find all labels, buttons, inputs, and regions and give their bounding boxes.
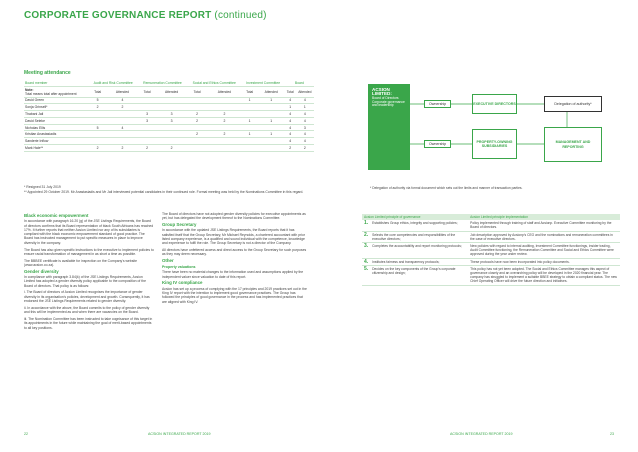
sub-header: Attended bbox=[156, 86, 187, 97]
sub-header: Attended bbox=[296, 86, 314, 97]
attendance-value: 2 bbox=[138, 145, 156, 152]
principle-row bbox=[362, 258, 620, 265]
valuations-paragraph: There have been no material changes to the information used and assumptions applied by the independent valuer since valuation to date of this report. bbox=[162, 270, 304, 279]
principle-number: 3. bbox=[362, 243, 370, 259]
attendance-value bbox=[207, 124, 241, 131]
secretary-heading: Group Secretary bbox=[162, 222, 197, 228]
attendance-value: 4 bbox=[285, 117, 296, 124]
principle-text: Institutes fairness and transparency protocols; bbox=[370, 258, 468, 265]
attendance-value bbox=[187, 104, 207, 111]
ownership-diagram bbox=[362, 82, 622, 177]
attendance-value bbox=[88, 117, 106, 124]
col-remuneration: Remuneration Committee bbox=[138, 80, 187, 86]
attendance-value: 5 bbox=[88, 97, 106, 104]
attendance-note-label: Note: bbox=[25, 87, 34, 92]
attendance-row bbox=[24, 138, 314, 145]
attendance-row bbox=[24, 145, 314, 152]
attendance-value: 5 bbox=[88, 124, 106, 131]
attendance-value bbox=[107, 111, 138, 118]
attendance-value: 1 bbox=[296, 104, 314, 111]
principle-text: Completes the accountability and report monitoring protocols; bbox=[370, 243, 468, 259]
attendance-value bbox=[156, 124, 187, 131]
attendance-value: 2 bbox=[207, 111, 241, 118]
attendance-value: 3 bbox=[156, 111, 187, 118]
attendance-value: 1 bbox=[242, 117, 258, 124]
attendance-value: 4 bbox=[285, 111, 296, 118]
delegation-of-authority-box: Delegation of authority* bbox=[544, 96, 602, 112]
footer-text-right: ACSION INTEGRATED REPORT 2019 bbox=[450, 432, 513, 436]
attendance-value: 4 bbox=[285, 138, 296, 145]
footnote-2: ** Appointed 29 October 2019. Mr Anastasiadis and Mr Jali interviewed potential candidates in their continued role. Formal meeting was held by the Nominations Committee in this regard. bbox=[24, 189, 304, 194]
property-subsidiaries-box: PROPERTY-OWNING SUBSIDIARIES bbox=[472, 129, 517, 159]
attendance-value: 3 bbox=[138, 111, 156, 118]
attendance-value bbox=[107, 131, 138, 138]
footer-text-left: ACSION INTEGRATED REPORT 2019 bbox=[148, 432, 211, 436]
attendance-member-name: Nicholas Ellis bbox=[24, 124, 88, 131]
attendance-member-name: Sonja Grinsell* bbox=[24, 104, 88, 111]
attendance-table bbox=[24, 80, 314, 152]
col-audit: Audit and Risk Committee bbox=[88, 80, 138, 86]
principle-row bbox=[362, 265, 620, 285]
attendance-value: 2 bbox=[107, 104, 138, 111]
attendance-value: 4 bbox=[296, 97, 314, 104]
attendance-value bbox=[187, 124, 207, 131]
attendance-row bbox=[24, 131, 314, 138]
principle-implementation: These protocols have now been incorporated into policy documents. bbox=[468, 258, 620, 265]
ownership-label-1: Ownership bbox=[424, 100, 451, 108]
attendance-value: 2 bbox=[207, 131, 241, 138]
attendance-value bbox=[107, 138, 138, 145]
principle-text: Selects the core competencies and responsibilities of the executive directors; bbox=[370, 231, 468, 242]
mid-paragraph-1: The Board of directors have not adopted gender diversity policies for executive appointments as yet, but has delegated the development thereof to the Nominations Committee. bbox=[162, 212, 306, 221]
attendance-value bbox=[156, 97, 187, 104]
attendance-value: 4 bbox=[107, 97, 138, 104]
page-title-suffix: (continued) bbox=[211, 10, 267, 21]
attendance-value bbox=[138, 138, 156, 145]
principles-table bbox=[362, 214, 620, 286]
attendance-footnotes bbox=[24, 185, 314, 194]
principle-number: 5. bbox=[362, 265, 370, 285]
attendance-value bbox=[207, 145, 241, 152]
page-number-left: 22 bbox=[24, 432, 28, 436]
page-title bbox=[24, 10, 267, 21]
principle-implementation: This policy has not yet been adopted. The Social and Ethics Committee manages this aspect of governance closely and an overarching policy will be developed in the 2020 financial year. The company has struggled to implement a suitable BBEE strategy to obtain a compliant status. The new Chief Operating Officer will drive the future direction and initiatives. bbox=[468, 265, 620, 285]
page-title-main: CORPORATE GOVERNANCE REPORT bbox=[24, 10, 212, 21]
attendance-value: 3 bbox=[156, 117, 187, 124]
attendance-member-name: Sanderie Inflow bbox=[24, 138, 88, 145]
attendance-value bbox=[207, 104, 241, 111]
sub-header: Total bbox=[138, 86, 156, 97]
attendance-value: 4 bbox=[107, 124, 138, 131]
attendance-value: 1 bbox=[285, 104, 296, 111]
executive-directors-box: EXECUTIVE DIRECTORS bbox=[472, 94, 517, 114]
middle-column bbox=[162, 212, 307, 306]
attendance-value: 2 bbox=[187, 131, 207, 138]
attendance-value: 2 bbox=[156, 145, 187, 152]
other-heading: Other bbox=[162, 258, 174, 264]
bee-paragraph-2: The Board has also given specific instructions to the executive to implement policies to ensure racial transformation of management in as short a time as possible. bbox=[24, 247, 154, 256]
principle-text: Establishes Group ethics, integrity and supporting policies; bbox=[370, 220, 468, 231]
principle-row bbox=[362, 220, 620, 231]
attendance-row bbox=[24, 97, 314, 104]
principles-header-2: Acsion Limited principle implementation bbox=[468, 214, 620, 220]
attendance-value bbox=[187, 97, 207, 104]
attendance-value: 1 bbox=[258, 131, 285, 138]
secretary-paragraph-2: All directors have unfettered access and direct access to the Group Secretary for such purposes as they may deem necessary. bbox=[162, 248, 307, 257]
attendance-value bbox=[107, 117, 138, 124]
attendance-value: 2 bbox=[187, 117, 207, 124]
attendance-value: 4 bbox=[285, 131, 296, 138]
ownership-label-2: Ownership bbox=[424, 140, 451, 148]
footnote-1: * Resigned 31 July 2019 bbox=[24, 185, 61, 189]
principle-row bbox=[362, 243, 620, 259]
sub-header: Total bbox=[88, 86, 106, 97]
sub-header: Attended bbox=[107, 86, 138, 97]
attendance-member-name: Thabani Jali bbox=[24, 111, 88, 118]
king-paragraph: Acsion has set up a process of complying with the 17 principles and 2019 practices set out in the King IV report with the intention to implement good governance practices. The Group has followed the principles of good governance in the process and has implemented practices that are aligned with King IV. bbox=[162, 286, 307, 304]
attendance-value bbox=[88, 131, 106, 138]
principle-row bbox=[362, 231, 620, 242]
gender-paragraph: In compliance with paragraph 3.84(k) of the JSE Listings Requirements, Acsion Limited has adopted a gender diversity policy applicable to the composition of the Board of directors. That policy is as follows: bbox=[24, 275, 146, 288]
bee-heading: Black economic empowerment bbox=[24, 213, 89, 218]
principle-implementation: Job description approved by Acsionp's CEO and the nominations and remuneration committees in the case of executive directors. bbox=[468, 231, 620, 242]
col-social: Social and Ethics Committee bbox=[187, 80, 242, 86]
attendance-row bbox=[24, 117, 314, 124]
attendance-value bbox=[258, 145, 285, 152]
principle-implementation: New policies with regard to internal auditing, Investment Committee functionings, insider trading, Audit Committee functioning, the Remuneration Committee and Social and Ethics Committee were approved during the year under review. bbox=[468, 243, 620, 259]
attendance-note bbox=[24, 86, 88, 97]
attendance-value: 3 bbox=[138, 117, 156, 124]
attendance-value: 2 bbox=[107, 145, 138, 152]
gender-heading: Gender diversity bbox=[24, 268, 59, 274]
attendance-value: 1 bbox=[258, 97, 285, 104]
attendance-value bbox=[258, 124, 285, 131]
attendance-value: 4 bbox=[296, 138, 314, 145]
attendance-value bbox=[258, 111, 285, 118]
attendance-member-name: David Green bbox=[24, 97, 88, 104]
principle-number: 1. bbox=[362, 220, 370, 231]
col-board: Board bbox=[285, 80, 314, 86]
attendance-value: 2 bbox=[88, 145, 106, 152]
attendance-member-name: David Seleke bbox=[24, 117, 88, 124]
attendance-value bbox=[242, 104, 258, 111]
attendance-title: Meeting attendance bbox=[24, 70, 71, 76]
attendance-value bbox=[258, 104, 285, 111]
attendance-value bbox=[207, 97, 241, 104]
sub-header: Attended bbox=[258, 86, 285, 97]
sub-header: Total bbox=[242, 86, 258, 97]
principle-text: Decides on the key components of the Group's corporate citizenship and design; bbox=[370, 265, 468, 285]
attendance-value: 4 bbox=[296, 117, 314, 124]
management-reporting-box: MANAGEMENT AND REPORTING bbox=[544, 127, 602, 162]
attendance-value bbox=[156, 138, 187, 145]
attendance-value bbox=[242, 111, 258, 118]
attendance-value bbox=[207, 138, 241, 145]
attendance-value bbox=[156, 104, 187, 111]
attendance-value: 2 bbox=[207, 117, 241, 124]
attendance-value: 2 bbox=[187, 111, 207, 118]
attendance-value bbox=[138, 97, 156, 104]
attendance-value bbox=[187, 138, 207, 145]
bee-paragraph-1: In accordance with paragraph 16.20 (g) of the JSE Listings Requirements, the Board of directors confirms that its Board representation of black South Africans has reached 17%. It further reports that neither Acsion Limited nor any of its subsidiaries is compliant with the black economic empowerment standard of good practice. The Board has instructed management to put specific measures in place to improve diversity in the company. bbox=[24, 219, 154, 245]
valuations-heading: Property valuations bbox=[162, 265, 196, 270]
attendance-value: 4 bbox=[285, 124, 296, 131]
attendance-value: 2 bbox=[285, 145, 296, 152]
sub-header: Total bbox=[187, 86, 207, 97]
acsion-box-subtitle: Board of Directors Corporate governance and leadership bbox=[372, 95, 405, 108]
attendance-value bbox=[242, 124, 258, 131]
attendance-value: 1 bbox=[258, 117, 285, 124]
acsion-box-title: ACSION LIMITED: bbox=[372, 87, 392, 97]
attendance-value bbox=[138, 104, 156, 111]
attendance-value: 3 bbox=[296, 124, 314, 131]
attendance-member-name: Kristian Anastasiadis bbox=[24, 131, 88, 138]
principle-number: 2. bbox=[362, 231, 370, 242]
attendance-value bbox=[156, 131, 187, 138]
page-number-right: 23 bbox=[610, 432, 614, 436]
attendance-row bbox=[24, 104, 314, 111]
attendance-value: 4 bbox=[296, 131, 314, 138]
attendance-value bbox=[138, 124, 156, 131]
attendance-value: 1 bbox=[242, 97, 258, 104]
attendance-value bbox=[242, 138, 258, 145]
attendance-subheader-row bbox=[24, 86, 314, 97]
sub-header: Total bbox=[285, 86, 296, 97]
sub-header: Attended bbox=[207, 86, 241, 97]
secretary-paragraph-1: In accordance with the updated JSE Listings Requirements, the Board reports that it has satisfied itself that the Group Secretary, Mr Michael Reynolds, a chartered accountant with prior listed company experience, is a qualified and sound individual with the competence, knowledge and experience to fulfil the role. The Group Secretary is not a director of the Company. bbox=[162, 228, 305, 246]
col-investment: Investment Committee bbox=[242, 80, 285, 86]
principle-implementation: Policy implemented through training of staff and Acsionp. Executive Committee monitoring by the Board of directors. bbox=[468, 220, 620, 231]
attendance-value bbox=[88, 111, 106, 118]
principle-number: 4. bbox=[364, 258, 369, 265]
attendance-value bbox=[242, 145, 258, 152]
principles-header-1: Acsion Limited principle of governance bbox=[362, 214, 468, 220]
attendance-value: 1 bbox=[242, 131, 258, 138]
attendance-member-name: Mark Hale** bbox=[24, 145, 88, 152]
acsion-limited-box bbox=[368, 84, 410, 170]
attendance-value: 2 bbox=[296, 145, 314, 152]
gender-item-2: ii. In accordance with the above, the Board commits to the policy of gender diversity and this will be implemented as and when there are vacancies on the Board. bbox=[24, 305, 150, 315]
attendance-row bbox=[24, 124, 314, 131]
attendance-value bbox=[258, 138, 285, 145]
diagram-note: * Delegation of authority via formal document which sets out the limits and manner of transaction parties. bbox=[370, 186, 523, 190]
attendance-value bbox=[88, 138, 106, 145]
gender-item-3: iii. The Nomination Committee has been instructed to take cognisance of this target in its appointments in the future while maintaining the goal of merit-based appointments to all key positions. bbox=[24, 316, 153, 330]
king-heading: King IV compliance bbox=[162, 280, 203, 286]
attendance-value bbox=[187, 145, 207, 152]
left-column bbox=[24, 212, 154, 332]
attendance-value: 4 bbox=[296, 111, 314, 118]
col-board-member: Board member bbox=[24, 80, 88, 86]
attendance-row bbox=[24, 111, 314, 118]
gender-item-1: i. The Board of directors of Acsion Limited recognises the importance of gender diversity in its organisation's policies, development and growth. Consequently, it has endorsed the JSE Listings Requirements related to gender diversity. bbox=[24, 290, 150, 304]
attendance-value bbox=[138, 131, 156, 138]
attendance-value: 2 bbox=[88, 104, 106, 111]
bee-paragraph-3: The BBBEE certificate is available for inspection on the Company's website (www.acsion.co.za). bbox=[24, 258, 137, 267]
attendance-value: 4 bbox=[285, 97, 296, 104]
attendance-note-text: Total means total after appointment bbox=[25, 91, 77, 96]
